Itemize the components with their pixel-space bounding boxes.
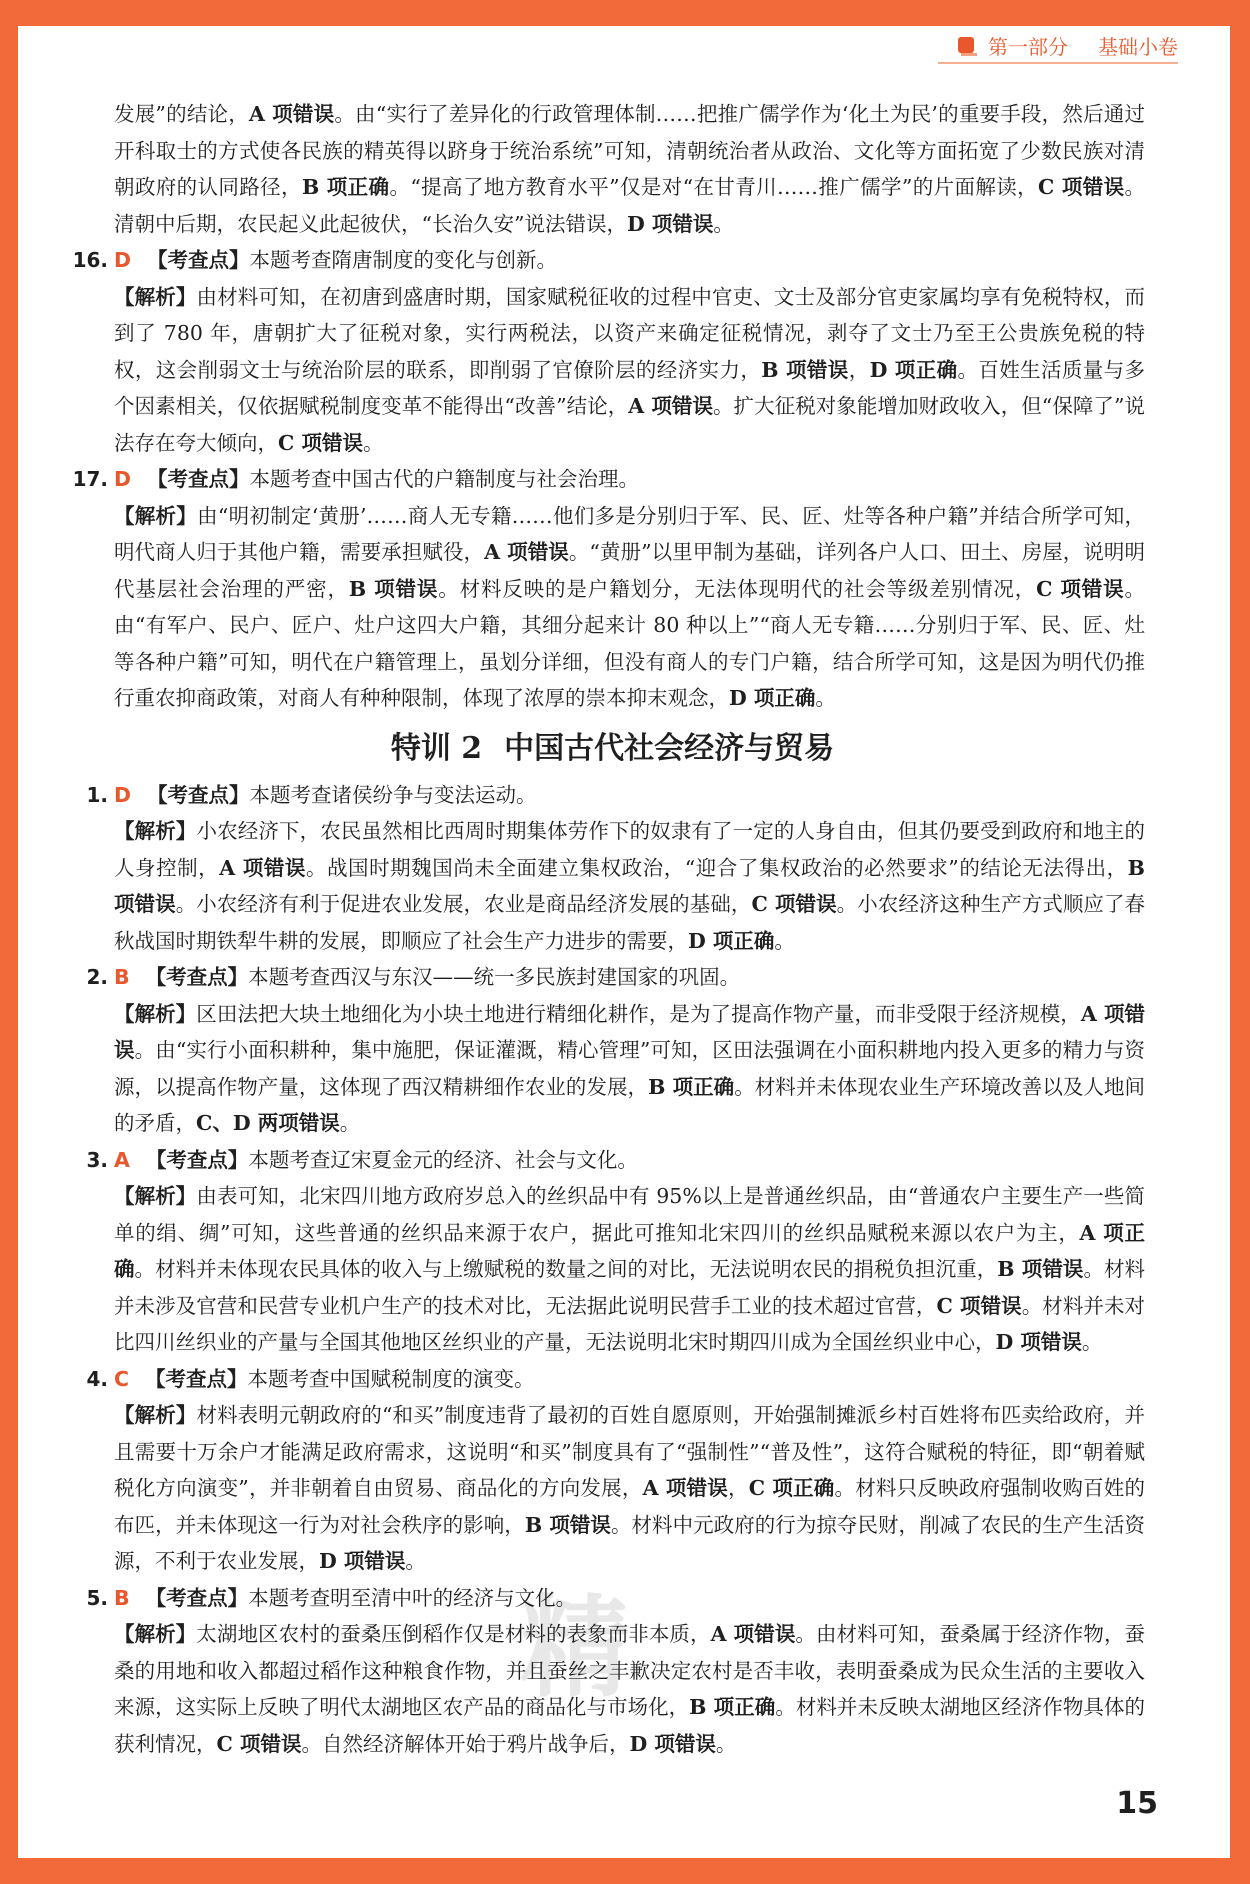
explanation-text: 。由“实行了差异化的行政管理体制……把推广儒学作为‘化土为民’的重要手段，然后通过开科取士的方式使各民族的精英得以跻身于统治系统”可知，清朝统治者从政治、文化等方面拓宽了少数民族对清朝政府的认同路径， [114, 102, 1146, 199]
explanation-text: 区田法把大块土地细化为小块土地进行精细化耕作，是为了提高作物产量，而非受限于经济规模， [196, 1001, 1081, 1026]
explanation-text: 。 [815, 686, 836, 710]
explanation-text: 。百姓生活质量与多个因素相关，仅依据赋税制度变革不能得出“改善”结论， [114, 357, 1146, 418]
kaochadian-label: 【考查点】 [145, 1147, 249, 1172]
kaochadian-text: 本题考查隋唐制度的变化与创新。 [249, 248, 558, 272]
explanation-text: 小农经济下，农民虽然相比西周时期集体劳作下的奴隶有了一定的人身自由，但其仍要受到政府和地主的人身控制， [114, 819, 1146, 880]
answer-letter: B [114, 965, 130, 989]
verdict-text: C、D 两项错误 [196, 1111, 340, 1135]
section-title-text: 中国古代社会经济与贸易 [504, 730, 835, 766]
question-header [72, 461, 1145, 498]
kaochadian-text: 本题考查明至清中叶的经济与文化。 [248, 1585, 577, 1610]
section-title [80, 723, 1145, 775]
explanation-paragraph [80, 1616, 1145, 1762]
explanation-text: ， [727, 1476, 749, 1500]
question-number: 2. [86, 965, 108, 989]
answer-content [72, 96, 1146, 1762]
header-section: 基础小卷 [1098, 34, 1178, 59]
verdict-text: A 项错误 [642, 1476, 728, 1500]
explanation-text: 。小农经济有利于促进农业发展，农业是商品经济发展的基础， [175, 892, 752, 916]
header-underline [938, 62, 1178, 64]
answer-letter: C [114, 1366, 130, 1391]
verdict-text: A 项错误 [114, 1001, 1146, 1062]
book-icon [958, 35, 980, 55]
verdict-text: D 项正确 [729, 686, 816, 710]
question-number: 16. [72, 248, 108, 272]
jiexi-label: 【解析】 [114, 1622, 197, 1646]
verdict-text: B 项正确 [648, 1074, 735, 1099]
explanation-text: 由材料可知，在初唐到盛唐时期，国家赋税征收的过程中官吏、文士及部分官吏家属均享有免税特权，而到了 780 年，唐朝扩大了征税对象，实行两税法，以资产来确定征税情况，剥夺了文士乃至王公贵族免税的特权，这会削弱文士与统治阶层的联系，即削弱了官僚阶层的经济实力， [114, 284, 1146, 382]
explanation-text: 。材料反映的是户籍划分，无法体现明代的社会等级差别情况， [438, 576, 1037, 601]
question-number: 1. [86, 782, 108, 807]
verdict-text: D 项错误 [319, 1549, 406, 1573]
questions-part2 [80, 777, 1145, 1763]
explanation-text: 。由“实行小面积耕种，集中施肥，保证灌溉，精心管理”可知，区田法强调在小面积耕地内投入更多的精力与资源，以提高作物产量，这体现了西汉精耕细作农业的发展， [114, 1038, 1146, 1099]
explanation-text: 。 [1081, 1330, 1103, 1354]
kaochadian-text: 本题考查中国赋税制度的演变。 [247, 1366, 535, 1391]
verdict-text: D 项正确 [688, 928, 775, 953]
explanation-text: 。小农经济这种生产方式顺应了春秋战国时期铁犁牛耕的发展，即顺应了社会生产力进步的需要， [114, 892, 1146, 953]
explanation-text: 。“黄册”以里甲制为基础，详列各户人口、田土、房屋，说明明代基层社会治理的严密， [114, 540, 1145, 601]
answer-letter: A [114, 1147, 130, 1172]
explanation-text: 。材料并未涉及官营和民营专业机户生产的技术对比，无法据此说明民营手工业的技术超过官营， [114, 1257, 1146, 1318]
explanation-text: 。材料中元政府的行为掠夺民财，削减了农民的生产生活资源，不利于农业发展， [114, 1512, 1146, 1573]
explanation-paragraph [80, 498, 1145, 717]
question-number: 4. [86, 1366, 108, 1391]
jiexi-label: 【解析】 [114, 503, 198, 528]
question-header [80, 1580, 1145, 1617]
page-header [958, 30, 1178, 60]
kaochadian-label: 【考查点】 [145, 1585, 249, 1610]
verdict-text: B 项错误 [114, 855, 1145, 916]
explanation-text: 。材料并未体现农业生产环境改善以及人地间的矛盾， [114, 1074, 1146, 1135]
question-number: 5. [86, 1585, 108, 1610]
jiexi-label: 【解析】 [114, 1403, 197, 1427]
explanation-text: 。清朝中后期，农民起义此起彼伏，“长治久安”说法错误， [114, 175, 1146, 236]
jiexi-label: 【解析】 [114, 1184, 197, 1208]
verdict-text: C 项错误 [751, 892, 837, 916]
answer-letter: D [114, 467, 132, 491]
verdict-text: A 项错误 [219, 855, 306, 880]
section-label: 特训 2 [390, 730, 483, 766]
explanation-paragraph [80, 1178, 1145, 1361]
kaochadian-text: 本题考查西汉与东汉——统一多民族封建国家的巩固。 [248, 965, 741, 989]
explanation-text: 发展”的结论， [114, 102, 249, 126]
explanation-text: 。由“有军户、民户、匠户、灶户这四大户籍，其细分起来计 80 种以上”“商人无专籍……分别归于军、民、匠、灶等各种户籍”可知，明代在户籍管理上，虽划分详细，但没有商人的专门户籍，结合所学可知，这是因为明代仍推行重农抑商政策，对商人有种种限制，体现了浓厚的崇本抑末观念， [114, 576, 1146, 710]
explanation-text: ， [848, 357, 870, 382]
question-number: 3. [86, 1147, 108, 1172]
question-number: 17. [72, 467, 108, 491]
verdict-text: A 项错误 [628, 394, 713, 418]
question-header [80, 1361, 1145, 1398]
explanation-text: 。 [362, 430, 384, 455]
explanation-text: 太湖地区农村的蚕桑压倒稻作仅是材料的表象而非本质， [196, 1622, 711, 1646]
verdict-text: D 项错误 [629, 1731, 716, 1756]
jiexi-label: 【解析】 [114, 284, 197, 309]
question-header [72, 242, 1145, 279]
page-frame-left [0, 0, 18, 1884]
verdict-text: B 项错误 [997, 1257, 1084, 1281]
question-header [80, 959, 1145, 996]
verdict-text: A 项错误 [248, 102, 335, 126]
answer-letter: D [114, 782, 132, 807]
explanation-text: 。 [715, 1731, 737, 1756]
verdict-text: B 项正确 [689, 1695, 776, 1719]
page-frame-bottom [0, 1858, 1250, 1884]
explanation-paragraph [80, 279, 1145, 462]
kaochadian-text: 本题考查诸侯纷争与变法运动。 [249, 782, 537, 807]
verdict-text: B 项错误 [348, 576, 439, 601]
verdict-text: C 项错误 [1038, 175, 1125, 199]
explanation-text: 。扩大征税对象能增加财政收入，但“保障了”说法存在夸大倾向， [114, 394, 1145, 455]
verdict-text: B 项错误 [524, 1512, 611, 1537]
verdict-text: B 项错误 [761, 357, 849, 382]
explanation-text: 。自然经济解体开始于鸦片战争后， [301, 1731, 630, 1756]
explanation-text: 由表可知，北宋四川地方政府岁总入的丝织品中有 95%以上是普通丝织品，由“普通农户主要生产一些简单的绢、绸”可知，这些普通的丝织品来源于农户，据此可推知北宋四川的丝织品赋税来源以农户为主， [114, 1184, 1145, 1245]
explanation-text: 材料表明元朝政府的“和买”制度违背了最初的百姓自愿原则，开始强制摊派乡村百姓将布匹卖给政府，并且需要十万余户才能满足政府需求，这说明“和买”制度具有了“强制性”“普及性”，这符合赋税的特征，即“朝着赋税化方向演变”，并非朝着自由贸易、商品化的方向发展， [114, 1403, 1145, 1500]
question-header [80, 777, 1145, 814]
verdict-text: C 项错误 [936, 1293, 1022, 1318]
page-frame-right [1230, 0, 1250, 1884]
explanation-text: 。材料并未对比四川丝织业的产量与全国其他地区丝织业的产量，无法说明北宋时期四川成为全国丝织业中心， [114, 1293, 1146, 1354]
verdict-text: D 项错误 [626, 211, 714, 236]
questions-part1 [72, 242, 1146, 717]
explanation-text: 。 [339, 1111, 361, 1135]
kaochadian-text: 本题考查中国古代的户籍制度与社会治理。 [249, 467, 640, 491]
verdict-text: C 项错误 [278, 430, 363, 455]
explanation-text: 。材料并未体现农民具体的收入与上缴赋税的数量之间的对比，无法说明农民的捐税负担沉重， [134, 1257, 998, 1281]
kaochadian-text: 本题考查辽宋夏金元的经济、社会与文化。 [248, 1147, 638, 1172]
explanation-text: 由“明初制定‘黄册’……商人无专籍……他们多是分别归于军、民、匠、灶等各种户籍”并结合所学可知，明代商人归于其他户籍，需要承担赋役， [114, 503, 1146, 564]
explanation-text: 。 [713, 211, 734, 236]
verdict-text: A 项正确 [114, 1220, 1145, 1281]
jiexi-label: 【解析】 [114, 1001, 197, 1026]
kaochadian-label: 【考查点】 [147, 248, 250, 272]
explanation-text: 。战国时期魏国尚未全面建立集权政治，“迎合了集权政治的必然要求”的结论无法得出， [305, 855, 1128, 880]
explanation-paragraph [80, 996, 1145, 1142]
explanation-text: 。 [774, 928, 795, 953]
answer-letter: D [114, 248, 132, 272]
verdict-text: D 项错误 [995, 1330, 1082, 1354]
jiexi-label: 【解析】 [114, 819, 197, 843]
verdict-text: B 项正确 [301, 175, 390, 199]
explanation-text: 。材料只反映政府强制收购百姓的布匹，并未体现这一行为对社会秩序的影响， [114, 1476, 1146, 1537]
answer-letter: B [114, 1585, 130, 1610]
kaochadian-label: 【考查点】 [145, 1366, 248, 1391]
verdict-text: A 项错误 [710, 1622, 796, 1646]
explanation-paragraph [80, 1397, 1145, 1580]
verdict-text: D 项正确 [869, 357, 958, 382]
verdict-text: A 项错误 [484, 540, 569, 564]
verdict-text: C 项错误 [1036, 576, 1125, 601]
kaochadian-label: 【考查点】 [147, 467, 250, 491]
explanation-paragraph [80, 813, 1145, 959]
explanation-text: 。“提高了地方教育水平”仅是对“在甘青川……推广儒学”的片面解读， [389, 175, 1039, 199]
explanation-text: 。材料并未反映太湖地区经济作物具体的获利情况， [114, 1695, 1146, 1756]
verdict-text: C 项错误 [216, 1731, 302, 1756]
verdict-text: C 项正确 [748, 1476, 835, 1500]
continued-paragraph [80, 96, 1145, 242]
page-frame-top [0, 0, 1250, 26]
question-header [80, 1142, 1145, 1179]
explanation-text: 。 [405, 1549, 426, 1573]
explanation-text: 。由材料可知，蚕桑属于经济作物，蚕桑的用地和收入都超过稻作这种粮食作物，并且蚕丝之丰歉决定农村是否丰收，表明蚕桑成为民众生活的主要收入来源，这实际上反映了明代太湖地区农产品的商品化与市场化， [114, 1622, 1146, 1719]
page-number: 15 [1116, 1786, 1158, 1821]
header-part: 第一部分 [988, 34, 1068, 59]
kaochadian-label: 【考查点】 [147, 782, 250, 807]
kaochadian-label: 【考查点】 [145, 965, 249, 989]
